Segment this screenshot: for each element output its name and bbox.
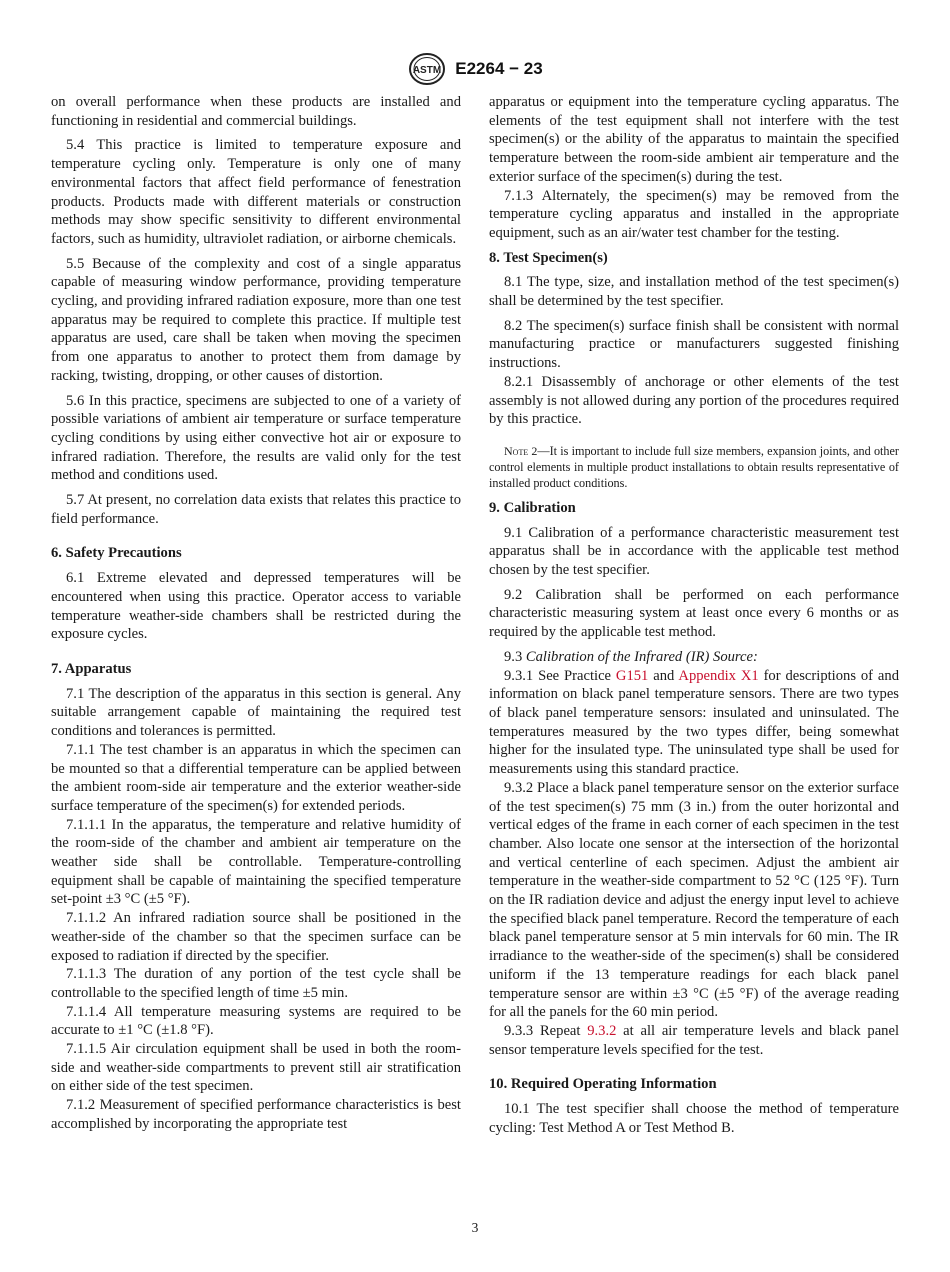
standard-designation: E2264 − 23	[455, 59, 543, 78]
paragraph-8-2-1: 8.2.1 Disassembly of anchorage or other elements of the test assembly is not allowed during any portion of the procedures required by this practice.	[489, 373, 899, 428]
paragraph-9-3-3	[489, 1022, 899, 1059]
paragraph-7-1-1-5: 7.1.1.5 Air circulation equipment shall be used in both the room-side and weather-side compartments to prevent still air stratification on either side of the test specimen.	[51, 1041, 461, 1095]
note-label: Note 2	[504, 443, 538, 458]
heading-10-required-operating-information: 10. Required Operating Information	[489, 1076, 717, 1093]
paragraph-9-3	[489, 648, 899, 667]
link-9-3-2[interactable]: 9.3.2	[587, 1022, 617, 1039]
paragraph-7-1-1-2: 7.1.1.2 An infrared radiation source shall be positioned in the weather-side of the chamber so that the specimen surface can be exposed to radiation if directed by the specifier.	[51, 910, 461, 964]
link-g151[interactable]: G151	[615, 667, 649, 684]
paragraph-7-1-2: 7.1.2 Measurement of specified performance characteristics is best accomplished by incorporating the appropriate test	[51, 1097, 461, 1132]
link-appendix-x1[interactable]: Appendix X1	[678, 667, 759, 684]
paragraph-9-3-1-start: 9.3.1 See Practice	[504, 667, 616, 684]
paragraph-continuation: on overall performance when these products are installed and functioning in residential and commercial buildings.	[51, 94, 461, 129]
paragraph-7-1-1: 7.1.1 The test chamber is an apparatus in which the specimen can be mounted so that a differential temperature can be applied between the ambient room-side air temperature and the exterior weather-side surface temperature of the specimen(s) for extended periods.	[51, 741, 461, 814]
paragraph-10-1: 10.1 The test specifier shall choose the method of temperature cycling: Test Method A or Test Method B.	[489, 1101, 899, 1136]
astm-logo-icon	[407, 52, 447, 86]
paragraph-5-6: 5.6 In this practice, specimens are subjected to one of a variety of possible variations of ambient air temperature or surface temperature cycling conditions by using either convective hot air or exposure to infrared radiation. Therefore, the results are valid only for the test method and conditions used.	[51, 392, 461, 484]
paragraph-6-1: 6.1 Extreme elevated and depressed temperatures will be encountered when using this practice. Operator access to variable temperature weather-side chambers shall be restricted during the exposure cycles.	[51, 570, 461, 643]
paragraph-9-1: 9.1 Calibration of a performance characteristic measurement test apparatus shall be in accordance with the applicable test method chosen by the test specifier.	[489, 524, 899, 579]
right-column	[489, 93, 899, 1137]
heading-8-test-specimens: 8. Test Specimen(s)	[489, 249, 608, 266]
paragraph-5-4: 5.4 This practice is limited to temperature exposure and temperature cycling only. Temperature is only one of many environmental factors that affect field performance of fenestration products. Products made with different materials or construction methods may show specific sensitivity to different environmental factors, such as humidity, ultraviolet radiation, or airborne chemicals.	[51, 137, 461, 247]
paragraph-9-3-title: Calibration of the Infrared (IR) Source:	[525, 648, 758, 665]
paragraph-9-3-1-rest: for descriptions of and information on black panel temperature sensors. There are two types of black panel temperature sensors: insulated and uninsulated. The temperatures measured by the two types differ, being somewhat higher for the insulated type. The uninsulated type shall be used for measurements using this standard practice.	[489, 667, 900, 778]
note-text: —It is important to include full size members, expansion joints, and other control elements in multiple product installations to obtain results representative of installed product conditions.	[489, 443, 899, 490]
logo-text: ASTM	[413, 65, 442, 76]
heading-9-calibration: 9. Calibration	[489, 499, 576, 516]
paragraph-9-2: 9.2 Calibration shall be performed on each performance characteristic measuring system at least once every 6 months or as required by the applicable test method.	[489, 586, 899, 641]
paragraph-9-3-1-and: and	[648, 667, 679, 684]
paragraph-8-1: 8.1 The type, size, and installation method of the test specimen(s) shall be determined by the test specifier.	[489, 274, 899, 310]
note-2	[489, 443, 899, 491]
heading-6-safety-precautions: 6. Safety Precautions	[51, 545, 182, 562]
paragraph-5-5: 5.5 Because of the complexity and cost of a single apparatus capable of measuring window performance, providing temperature cycling, and providing infrared radiation exposure, more than one test apparatus may be required to complete this practice. If multiple test apparatus are used, care shall be taken when moving the specimen from one apparatus to another to protect them from damage by racking, twisting, dropping, or other causes of distortion.	[51, 255, 461, 384]
paragraph-5-7: 5.7 At present, no correlation data exists that relates this practice to field performance.	[51, 492, 461, 527]
paragraph-7-1-3: 7.1.3 Alternately, the specimen(s) may be removed from the temperature cycling apparatus and installed in the appropriate equipment, such as an air/water test chamber for the testing.	[489, 187, 899, 241]
paragraph-7-1-1-4: 7.1.1.4 All temperature measuring systems are required to be accurate to ±1 °C (±1.8 °F).	[51, 1003, 461, 1039]
left-column	[51, 93, 461, 1134]
page-number: 3	[471, 1220, 479, 1235]
paragraph-9-3-3-rest: at all air temperature levels and black panel sensor temperature levels specified for the test.	[489, 1022, 899, 1058]
paragraph-7-1-1-1: 7.1.1.1 In the apparatus, the temperature and relative humidity of the room-side of the chamber and ambient air temperature on the weather side shall be controllable. Temperature-controlling equipment shall be capable of maintaining the specified temperature set-point ±3 °C (±5 °F).	[51, 816, 461, 908]
paragraph-9-3-number: 9.3	[504, 648, 526, 665]
paragraph-8-2: 8.2 The specimen(s) surface finish shall be consistent with normal manufacturing practice or manufacturers suggested finishing instructions.	[489, 317, 899, 372]
paragraph-7-1-1-3: 7.1.1.3 The duration of any portion of the test cycle shall be controllable to the specified length of time ±5 min.	[51, 966, 461, 1001]
page-header	[0, 52, 950, 86]
paragraph-9-3-3-start: 9.3.3 Repeat	[504, 1022, 588, 1039]
paragraph-7-1: 7.1 The description of the apparatus in this section is general. Any suitable arrangement capable of maintaining the required test conditions and tolerances is permitted.	[51, 685, 461, 740]
paragraph-9-3-1	[489, 667, 899, 779]
paragraph-9-3-2: 9.3.2 Place a black panel temperature sensor on the exterior surface of the test specimen(s) 75 mm (3 in.) from the outer horizontal and vertical edges of the frame in each corner of each specimen in the test chamber. Also locate one sensor at the intersection of the horizontal and vertical centerline of each specimen. Adjust the ambient air temperature in the weather-side compartment to 52 °C (125 °F). Turn on the IR radiation device and adjust the energy input level to achieve the specified black panel temperature. Record the temperature of each black panel temperature sensor at 5 min intervals for 60 min. The IR irradiance to the weather-side of the specimen(s) shall be considered uniform if the 13 temperature readings for each black panel temperature sensor are within ±3 °C (±5 °F) of the average reading for all the panels for the 60 min period.	[489, 779, 899, 1021]
paragraph-continuation: apparatus or equipment into the temperature cycling apparatus. The elements of the test equipment shall not interfere with the test specimen(s) or the ability of the apparatus to maintain the specified temperature between the room-side ambient air temperature and the exterior surface of the specimen(s) during the test.	[489, 94, 899, 185]
heading-7-apparatus: 7. Apparatus	[51, 660, 132, 677]
